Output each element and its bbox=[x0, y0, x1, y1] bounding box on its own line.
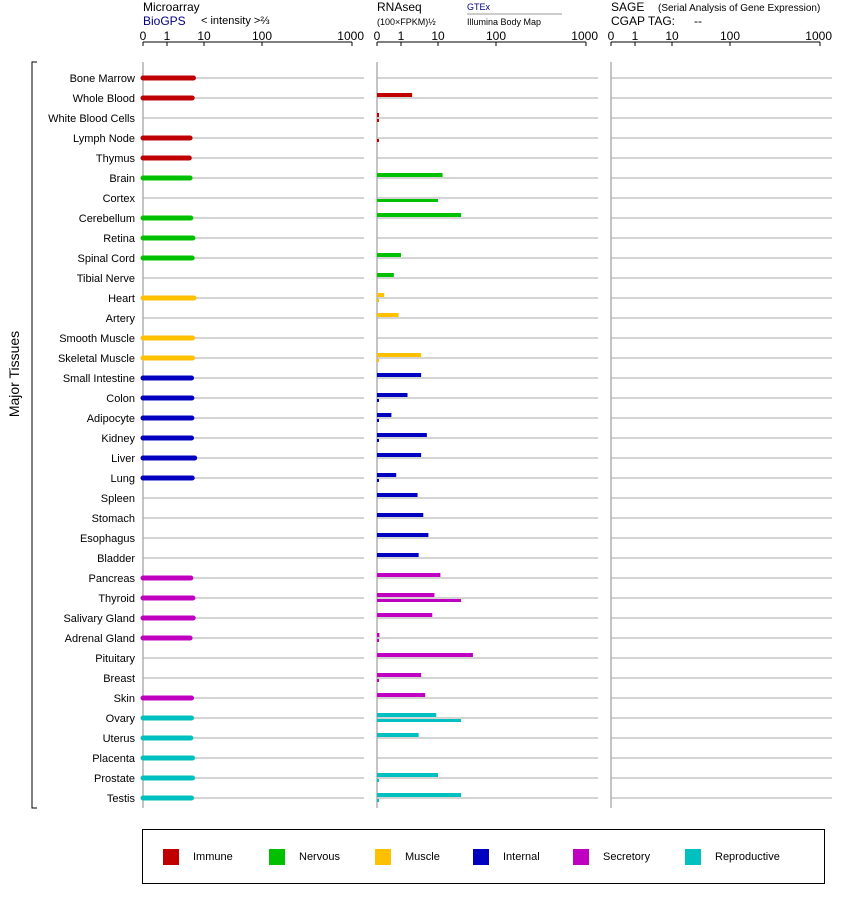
tissue-label: Cortex bbox=[102, 193, 135, 205]
tissue-label: Lymph Node bbox=[73, 133, 135, 145]
rnaseq-tick-label: 1000 bbox=[571, 29, 598, 43]
illumina-bar bbox=[377, 139, 379, 142]
illumina-bar bbox=[377, 779, 379, 782]
tissue-label: Whole Blood bbox=[72, 93, 135, 105]
gtex-bar bbox=[377, 353, 421, 357]
tissue-label: Liver bbox=[111, 453, 135, 465]
gtex-bar bbox=[377, 713, 436, 717]
gtex-bar bbox=[377, 413, 391, 417]
gtex-bar bbox=[377, 493, 418, 497]
gtex-bar bbox=[377, 553, 419, 557]
gtex-bar bbox=[377, 453, 421, 457]
illumina-bar bbox=[377, 299, 379, 302]
gtex-bar bbox=[377, 573, 440, 577]
tissue-label: Lung bbox=[110, 473, 135, 485]
biogps-link[interactable]: BioGPS bbox=[143, 14, 186, 28]
gtex-bar bbox=[377, 253, 401, 257]
gtex-bar bbox=[377, 693, 425, 697]
sage-tick-label: 1000 bbox=[805, 29, 832, 43]
tissue-label: Kidney bbox=[101, 433, 135, 445]
intensity-label: < intensity >⅔ bbox=[201, 15, 270, 27]
rnaseq-tick-label: 0 bbox=[373, 29, 381, 43]
sage-tick-label: 100 bbox=[719, 29, 741, 43]
sage-tick-label: 10 bbox=[665, 29, 679, 43]
rnaseq-title: RNAseq bbox=[377, 0, 422, 14]
tissue-label: Colon bbox=[106, 393, 135, 405]
gtex-bar bbox=[377, 593, 434, 597]
tissue-label: Cerebellum bbox=[78, 213, 135, 225]
tissue-label: Breast bbox=[103, 673, 135, 685]
tissue-label: Adrenal Gland bbox=[64, 633, 135, 645]
tissue-label: Skeletal Muscle bbox=[57, 353, 135, 365]
legend-label-reproductive: Reproductive bbox=[715, 851, 780, 863]
gtex-bar bbox=[377, 533, 428, 537]
legend-swatch-secretory bbox=[573, 849, 589, 865]
legend-label-internal: Internal bbox=[503, 851, 540, 863]
cgap-tag-label: CGAP TAG: bbox=[611, 14, 676, 28]
legend-swatch-immune bbox=[163, 849, 179, 865]
legend-label-muscle: Muscle bbox=[405, 851, 440, 863]
tissue-label: Brain bbox=[109, 173, 135, 185]
illumina-bar bbox=[377, 439, 379, 442]
microarray-title: Microarray bbox=[143, 0, 200, 14]
gtex-bar bbox=[377, 653, 473, 657]
gtex-bar bbox=[377, 673, 421, 677]
tissue-label: Pancreas bbox=[88, 573, 135, 585]
gtex-bar bbox=[377, 273, 394, 277]
sage-tick-label: 1 bbox=[631, 29, 639, 43]
cgap-tag-value: -- bbox=[694, 14, 702, 28]
tissue-label: Thyroid bbox=[98, 593, 135, 605]
tissue-label: Testis bbox=[106, 793, 135, 805]
microarray-tick-label: 1000 bbox=[337, 29, 364, 43]
gtex-bar bbox=[377, 473, 396, 477]
illumina-label: Illumina Body Map bbox=[467, 17, 542, 27]
rnaseq-tick-label: 1 bbox=[397, 29, 405, 43]
gtex-bar bbox=[377, 633, 379, 637]
tissue-label: Smooth Muscle bbox=[59, 333, 135, 345]
tissue-label: Spleen bbox=[100, 493, 135, 505]
illumina-bar bbox=[377, 479, 379, 482]
sage-tick-label: 0 bbox=[607, 29, 615, 43]
tissue-label: Pituitary bbox=[95, 653, 135, 665]
gtex-bar bbox=[377, 393, 408, 397]
sage-title: SAGE bbox=[611, 0, 645, 14]
tissue-label: Small Intestine bbox=[62, 373, 135, 385]
tissue-label: Salivary Gland bbox=[63, 613, 135, 625]
tissue-label: Skin bbox=[113, 693, 135, 705]
tissue-label: Thymus bbox=[95, 153, 135, 165]
microarray-tick-label: 0 bbox=[139, 29, 147, 43]
gtex-bar bbox=[377, 93, 412, 97]
tissue-label: Bone Marrow bbox=[69, 73, 135, 85]
tissue-label: Bladder bbox=[97, 553, 135, 565]
legend-swatch-muscle bbox=[375, 849, 391, 865]
legend-label-nervous: Nervous bbox=[299, 851, 340, 863]
illumina-bar bbox=[377, 799, 379, 802]
gtex-bar bbox=[377, 733, 419, 737]
gtex-bar bbox=[377, 513, 423, 517]
gtex-bar bbox=[377, 613, 432, 617]
illumina-bar bbox=[377, 679, 379, 682]
tissue-label: Stomach bbox=[91, 513, 135, 525]
legend bbox=[142, 829, 825, 884]
illumina-bar bbox=[377, 599, 461, 602]
illumina-bar bbox=[377, 419, 379, 422]
legend-swatch-reproductive bbox=[685, 849, 701, 865]
gtex-bar bbox=[377, 113, 379, 117]
legend-label-secretory: Secretory bbox=[603, 851, 651, 863]
gtex-bar bbox=[377, 433, 427, 437]
legend-swatch-internal bbox=[473, 849, 489, 865]
sage-subtitle: (Serial Analysis of Gene Expression) bbox=[658, 3, 821, 14]
gtex-bar bbox=[377, 173, 443, 177]
legend-label-immune: Immune bbox=[193, 851, 233, 863]
tissue-label: Placenta bbox=[92, 753, 135, 765]
microarray-tick-label: 100 bbox=[251, 29, 273, 43]
microarray-tick-label: 1 bbox=[163, 29, 171, 43]
gtex-bar bbox=[377, 773, 438, 777]
tissue-label: Adipocyte bbox=[86, 413, 135, 425]
illumina-bar bbox=[377, 639, 379, 642]
tissue-label: Heart bbox=[108, 293, 135, 305]
microarray-tick-label: 10 bbox=[197, 29, 211, 43]
gtex-bar bbox=[377, 293, 384, 297]
rnaseq-unit: (100×FPKM)½ bbox=[377, 17, 436, 27]
rnaseq-tick-label: 10 bbox=[431, 29, 445, 43]
tissue-label: Tibial Nerve bbox=[76, 273, 135, 285]
tissue-label: Ovary bbox=[105, 713, 135, 725]
major-tissues-label: Major Tissues bbox=[6, 330, 22, 418]
tissue-label: Prostate bbox=[94, 773, 135, 785]
illumina-bar bbox=[377, 399, 379, 402]
legend-swatch-nervous bbox=[269, 849, 285, 865]
illumina-bar bbox=[377, 359, 379, 362]
illumina-bar bbox=[377, 199, 438, 202]
gtex-bar bbox=[377, 313, 399, 317]
tissue-label: Uterus bbox=[102, 733, 135, 745]
gtex-bar bbox=[377, 213, 461, 217]
tissue-label: Spinal Cord bbox=[77, 253, 135, 265]
illumina-bar bbox=[377, 119, 379, 122]
gtex-link[interactable]: GTEx bbox=[467, 2, 491, 12]
illumina-bar bbox=[377, 719, 461, 722]
tissue-label: Esophagus bbox=[79, 533, 135, 545]
group-bracket bbox=[32, 62, 37, 808]
gtex-bar bbox=[377, 793, 461, 797]
tissue-label: Artery bbox=[105, 313, 135, 325]
tissue-label: White Blood Cells bbox=[48, 113, 135, 125]
tissue-label: Retina bbox=[103, 233, 135, 245]
gtex-bar bbox=[377, 373, 421, 377]
rnaseq-tick-label: 100 bbox=[485, 29, 507, 43]
